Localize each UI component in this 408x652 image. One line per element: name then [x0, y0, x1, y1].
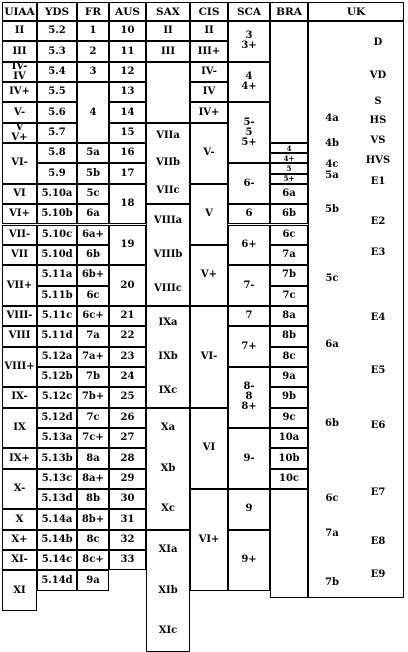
uk-technical-grade: 7a: [325, 527, 339, 539]
bra-blank: [270, 489, 308, 598]
bra-grade: 8c: [270, 347, 308, 367]
yds-grade: 5.8: [37, 143, 77, 163]
uk-technical-grade: 5c: [325, 273, 339, 285]
uiaa-grade: VI+: [2, 204, 37, 224]
cis-grade: IV: [190, 82, 228, 102]
bra-grade: 6b: [270, 204, 308, 224]
cis-grade: IV+: [190, 102, 228, 122]
yds-grade: 5.7: [37, 123, 77, 143]
uk-adjectival-grade: HVS: [365, 155, 391, 167]
sax-group-box: [146, 408, 190, 530]
header-cis: CIS: [190, 2, 228, 21]
bra-grade: 9b: [270, 387, 308, 407]
fr-grade: 8b: [77, 489, 109, 509]
uiaa-grade: III: [2, 41, 37, 61]
fr-grade: 2: [77, 41, 109, 61]
yds-grade: 5.10c: [37, 225, 77, 245]
fr-grade: 7b: [77, 367, 109, 387]
sax-grade: Xb: [146, 448, 190, 489]
uk-technical-grade: 6b: [325, 417, 339, 429]
sax-grade: VIIc: [146, 177, 190, 204]
uiaa-grade: X+: [2, 530, 37, 550]
aus-grade: 18: [109, 184, 146, 225]
aus-grade: 31: [109, 509, 146, 529]
yds-grade: 5.14c: [37, 550, 77, 570]
uk-technical-grade: 5b: [325, 204, 339, 216]
sax-grade: Xa: [146, 408, 190, 449]
cis-grade: V+: [190, 245, 228, 306]
aus-grade: 30: [109, 489, 146, 509]
yds-grade: 5.12d: [37, 408, 77, 428]
uk-technical-grade: 4a: [325, 112, 339, 124]
uk-technical-grade: 6a: [325, 338, 339, 350]
sca-grade: 9-: [228, 428, 270, 489]
yds-grade: 5.13a: [37, 428, 77, 448]
sax-grade: VIIIc: [146, 272, 190, 306]
aus-grade: 20: [109, 265, 146, 306]
fr-grade: 5c: [77, 184, 109, 204]
aus-grade: 29: [109, 469, 146, 489]
sax-grade: VIIb: [146, 150, 190, 177]
sca-grade: 7: [228, 306, 270, 326]
uiaa-grade: II: [2, 21, 37, 41]
uk-adjectival-grade: E6: [370, 419, 386, 431]
yds-grade: 5.12c: [37, 387, 77, 407]
yds-grade: 5.10d: [37, 245, 77, 265]
aus-grade: 17: [109, 163, 146, 183]
bra-grade: 6a: [270, 184, 308, 204]
cis-grade: V: [190, 184, 228, 245]
uk-adjectival-grade: S: [374, 96, 382, 108]
yds-grade: 5.12a: [37, 347, 77, 367]
aus-grade: 23: [109, 347, 146, 367]
header-sax: SAX: [146, 2, 190, 21]
fr-grade: 8b+: [77, 509, 109, 529]
yds-grade: 5.11b: [37, 286, 77, 306]
sax-grade: IXb: [146, 340, 190, 374]
uk-adjectival-grade: D: [373, 37, 383, 49]
sax-grade: VIIa: [146, 123, 190, 150]
header-uk: UK: [308, 2, 404, 21]
sax-grade: IXc: [146, 374, 190, 408]
uk-adjectival-grade: E4: [370, 312, 386, 324]
sca-grade: 6+: [228, 225, 270, 266]
bra-grade: 7b: [270, 265, 308, 285]
yds-grade: 5.6: [37, 102, 77, 122]
aus-grade: 12: [109, 62, 146, 82]
sax-group-box: [146, 123, 190, 204]
fr-grade: 9a: [77, 570, 109, 590]
yds-grade: 5.3: [37, 41, 77, 61]
bra-grade: 10a: [270, 428, 308, 448]
yds-grade: 5.9: [37, 163, 77, 183]
aus-grade: 10: [109, 21, 146, 41]
uiaa-grade: X-: [2, 469, 37, 510]
yds-grade: 5.4: [37, 62, 77, 82]
uk-technical-grade: 4c: [325, 159, 339, 171]
aus-grade: 26: [109, 408, 146, 428]
fr-grade: 3: [77, 62, 109, 82]
fr-grade: 4: [77, 82, 109, 143]
uiaa-grade: IX+: [2, 448, 37, 468]
bra-grade: 9c: [270, 408, 308, 428]
sax-grade: Xc: [146, 489, 190, 530]
uk-technical-grade: 6c: [325, 493, 339, 505]
uiaa-grade: VII-: [2, 225, 37, 245]
uiaa-grade: XI-: [2, 550, 37, 570]
header-fr: FR: [77, 2, 109, 21]
yds-grade: 5.10a: [37, 184, 77, 204]
bra-grade: 10b: [270, 448, 308, 468]
yds-grade: 5.11a: [37, 265, 77, 285]
sca-grade: 6: [228, 204, 270, 224]
cis-grade: VI: [190, 408, 228, 489]
header-aus: AUS: [109, 2, 146, 21]
uiaa-grade: VII+: [2, 265, 37, 306]
uk-adjectival-grade: VD: [369, 69, 387, 81]
bra-grade: 7a: [270, 245, 308, 265]
fr-grade: 6a: [77, 204, 109, 224]
uiaa-grade: XI: [2, 570, 37, 611]
aus-grade: 28: [109, 448, 146, 468]
fr-grade: 5b: [77, 163, 109, 183]
aus-grade: 22: [109, 326, 146, 346]
aus-grade: 33: [109, 550, 146, 570]
uiaa-grade: X: [2, 509, 37, 529]
cis-grade: III+: [190, 41, 228, 61]
bra-grade: 8b: [270, 326, 308, 346]
uk-adjectival-grade: E1: [370, 175, 386, 187]
uk-technical-grade: 7b: [325, 576, 339, 588]
fr-grade: 8c+: [77, 550, 109, 570]
fr-grade: 6b: [77, 245, 109, 265]
uiaa-grade: VI-: [2, 143, 37, 184]
fr-grade: 1: [77, 21, 109, 41]
uk-technical-grade: 4b: [325, 138, 339, 150]
sca-grade: 7+: [228, 326, 270, 367]
fr-grade: 7a: [77, 326, 109, 346]
sca-grade: 5- 5 5+: [228, 102, 270, 163]
aus-grade: 27: [109, 428, 146, 448]
uiaa-grade: IX: [2, 408, 37, 449]
aus-grade: 24: [109, 367, 146, 387]
bra-grade: 7c: [270, 286, 308, 306]
sax-grade: VIIIb: [146, 238, 190, 272]
sax-grade: XIc: [146, 611, 190, 652]
sca-grade: 6-: [228, 163, 270, 204]
uiaa-grade: VII: [2, 245, 37, 265]
header-bra: BRA: [270, 2, 308, 21]
bra-grade: 9a: [270, 367, 308, 387]
cis-grade: II: [190, 21, 228, 41]
header-sca: SCA: [228, 2, 270, 21]
uiaa-grade: VIII-: [2, 306, 37, 326]
fr-grade: 8a: [77, 448, 109, 468]
yds-grade: 5.11c: [37, 306, 77, 326]
uiaa-grade: V V+: [2, 123, 37, 143]
bra-blank: [270, 21, 308, 143]
bra-grade: 8a: [270, 306, 308, 326]
uk-adjectival-grade: VS: [370, 135, 386, 147]
header-yds: YDS: [37, 2, 77, 21]
uiaa-grade: IV- IV: [2, 62, 37, 82]
yds-grade: 5.13d: [37, 489, 77, 509]
uiaa-grade: IX-: [2, 387, 37, 407]
cis-grade: VI+: [190, 489, 228, 591]
fr-grade: 7b+: [77, 387, 109, 407]
sax-grade: II: [146, 21, 190, 41]
sax-grade: IXa: [146, 306, 190, 340]
yds-grade: 5.5: [37, 82, 77, 102]
bra-grade: 5: [270, 163, 308, 173]
cis-grade: IV-: [190, 62, 228, 82]
yds-grade: 5.14b: [37, 530, 77, 550]
fr-grade: 6c: [77, 286, 109, 306]
cis-grade: VI-: [190, 306, 228, 408]
aus-grade: 15: [109, 123, 146, 143]
uiaa-grade: IV+: [2, 82, 37, 102]
uk-adjectival-grade: E5: [370, 365, 386, 377]
uk-adjectival-grade: HS: [369, 114, 387, 126]
sca-grade: 4 4+: [228, 62, 270, 103]
yds-grade: 5.10b: [37, 204, 77, 224]
sca-grade: 3 3+: [228, 21, 270, 62]
uiaa-grade: VIII+: [2, 347, 37, 388]
aus-grade: 21: [109, 306, 146, 326]
fr-grade: 7c: [77, 408, 109, 428]
bra-grade: 10c: [270, 469, 308, 489]
aus-grade: 11: [109, 41, 146, 61]
sax-group-box: [146, 306, 190, 408]
uk-adjectival-grade: E9: [370, 568, 386, 580]
yds-grade: 5.13c: [37, 469, 77, 489]
fr-grade: 6a+: [77, 225, 109, 245]
aus-grade: 19: [109, 225, 146, 266]
yds-grade: 5.14d: [37, 570, 77, 590]
sax-grade: XIa: [146, 530, 190, 571]
sax-grade: XIb: [146, 570, 190, 611]
fr-grade: 7c+: [77, 428, 109, 448]
uk-adjectival-grade: E2: [370, 216, 386, 228]
uk-technical-grade: 5a: [325, 169, 339, 181]
bra-grade: 5+: [270, 174, 308, 184]
sca-grade: 8- 8 8+: [228, 367, 270, 428]
uiaa-grade: VI: [2, 184, 37, 204]
sax-group-box: [146, 530, 190, 652]
sax-group-box: [146, 204, 190, 306]
fr-grade: 6b+: [77, 265, 109, 285]
uk-adjectival-grade: E3: [370, 246, 386, 258]
uk-adjectival-grade: E7: [370, 487, 386, 499]
yds-grade: 5.12b: [37, 367, 77, 387]
sca-grade: 9: [228, 489, 270, 530]
sax-grade: III: [146, 41, 190, 61]
bra-grade: 6c: [270, 225, 308, 245]
climbing-grades-table: [2, 2, 406, 637]
fr-grade: 6c+: [77, 306, 109, 326]
cis-grade: V-: [190, 123, 228, 184]
yds-grade: 5.2: [37, 21, 77, 41]
fr-grade: 8c: [77, 530, 109, 550]
uiaa-grade: VIII: [2, 326, 37, 346]
aus-grade: 16: [109, 143, 146, 163]
sca-grade: 7-: [228, 265, 270, 306]
uk-adjectival-grade: E8: [370, 535, 386, 547]
bra-grade: 4: [270, 143, 308, 153]
aus-grade: 25: [109, 387, 146, 407]
sax-grade: [146, 62, 190, 123]
aus-grade: 14: [109, 102, 146, 122]
fr-grade: 5a: [77, 143, 109, 163]
yds-grade: 5.13b: [37, 448, 77, 468]
uiaa-grade: V-: [2, 102, 37, 122]
header-uiaa: UIAA: [2, 2, 37, 21]
aus-grade: 13: [109, 82, 146, 102]
yds-grade: 5.14a: [37, 509, 77, 529]
yds-grade: 5.11d: [37, 326, 77, 346]
fr-grade: 8a+: [77, 469, 109, 489]
sax-grade: VIIIa: [146, 204, 190, 238]
aus-grade: 32: [109, 530, 146, 550]
fr-grade: 7a+: [77, 347, 109, 367]
sca-grade: 9+: [228, 530, 270, 591]
bra-grade: 4+: [270, 153, 308, 163]
